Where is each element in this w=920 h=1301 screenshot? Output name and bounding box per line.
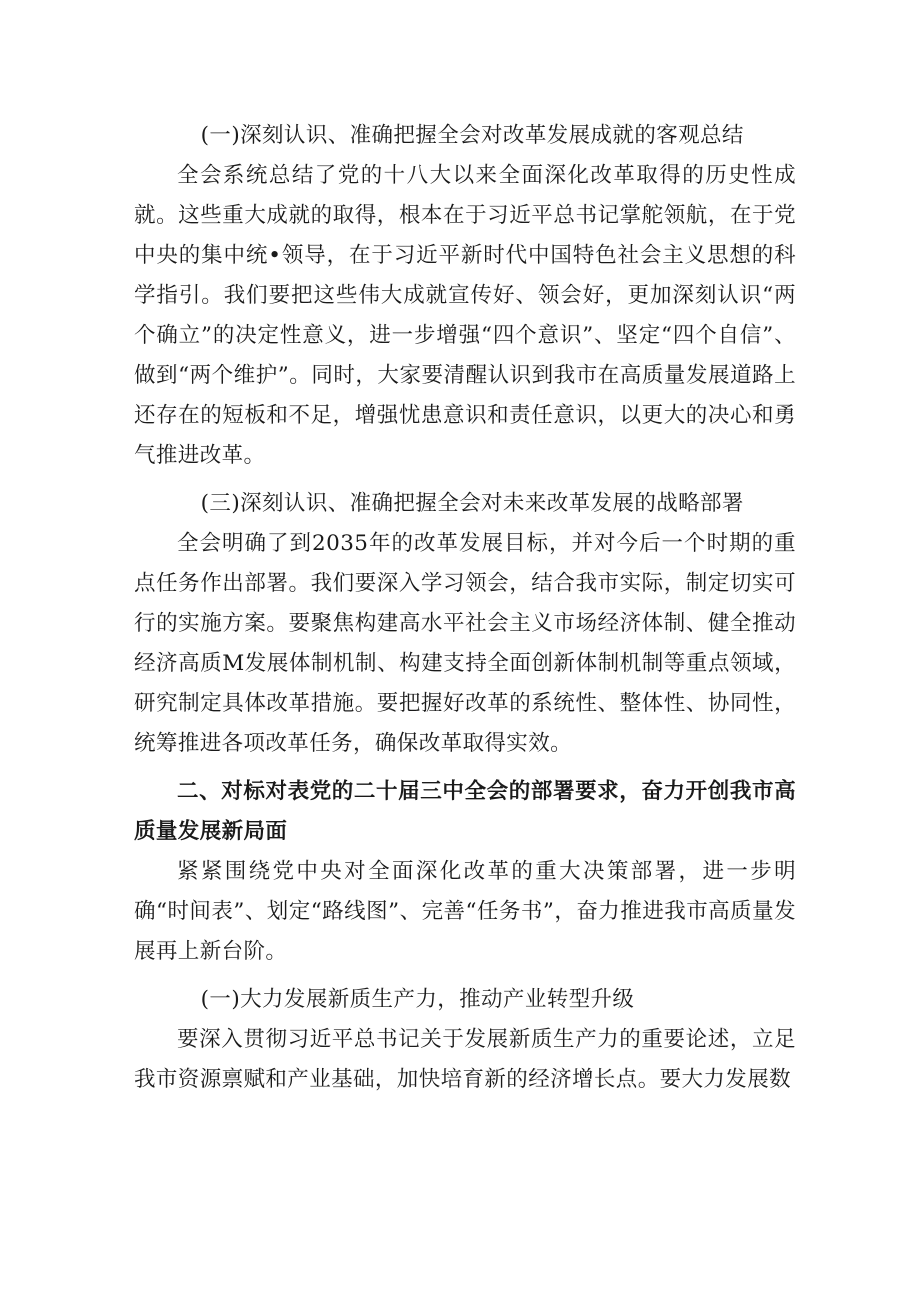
subsection-heading-3: (一)大力发展新质生产力，推动产业转型升级 <box>200 987 635 1012</box>
subsection-heading-1: (一)深刻认识、准确把握全会对改革发展成就的客观总结 <box>200 123 744 148</box>
paragraph-1: 全会系统总结了党的十八大以来全面深化改革取得的历史性成就。这些重大成就的取得，根本在于习近平总书记掌舵领航，在于党中央的集中统•领导，在于习近平新时代中国特色社会主义思想的科学指引。我们要把这些伟大成就宣传好、领会好，更加深刻认识“两个确立”的决定性意义，进一步增强“四个意识”、坚定“四个自信”、做到“两个维护”。同时，大家要清醒认识到我市在高质量发展道路上还存在的短板和不足，增强忧患意识和责任意识，以更大的决心和勇气推进改革。 <box>134 163 796 468</box>
subsection-heading-2: (三)深刻认识、准确把握全会对未来改革发展的战略部署 <box>200 491 744 516</box>
document-body <box>134 116 796 1100</box>
paragraph-3: 紧紧围绕党中央对全面深化改革的重大决策部署，进一步明确“时间表”、划定“路线图”、完善“任务书”，奋力推进我市高质量发展再上新台阶。 <box>134 859 796 964</box>
section-heading-2: 二、对标对表党的二十届三中全会的部署要求，奋力开创我市高质量发展新局面 <box>134 779 796 844</box>
paragraph-2: 全会明确了到2035年的改革发展目标，并对今后一个时期的重点任务作出部署。我们要深入学习领会，结合我市实际，制定切实可行的实施方案。要聚焦构建高水平社会主义市场经济体制、健全推动经济高质M发展体制机制、构建支持全面创新体制机制等重点领域，研究制定具体改革措施。要把握好改革的系统性、整体性、协同性，统筹推进各项改革任务，确保改革取得实效。 <box>134 531 796 756</box>
paragraph-4: 要深入贯彻习近平总书记关于发展新质生产力的重要论述，立足我市资源禀赋和产业基础，加快培育新的经济增长点。要大力发展数 <box>134 1027 796 1092</box>
